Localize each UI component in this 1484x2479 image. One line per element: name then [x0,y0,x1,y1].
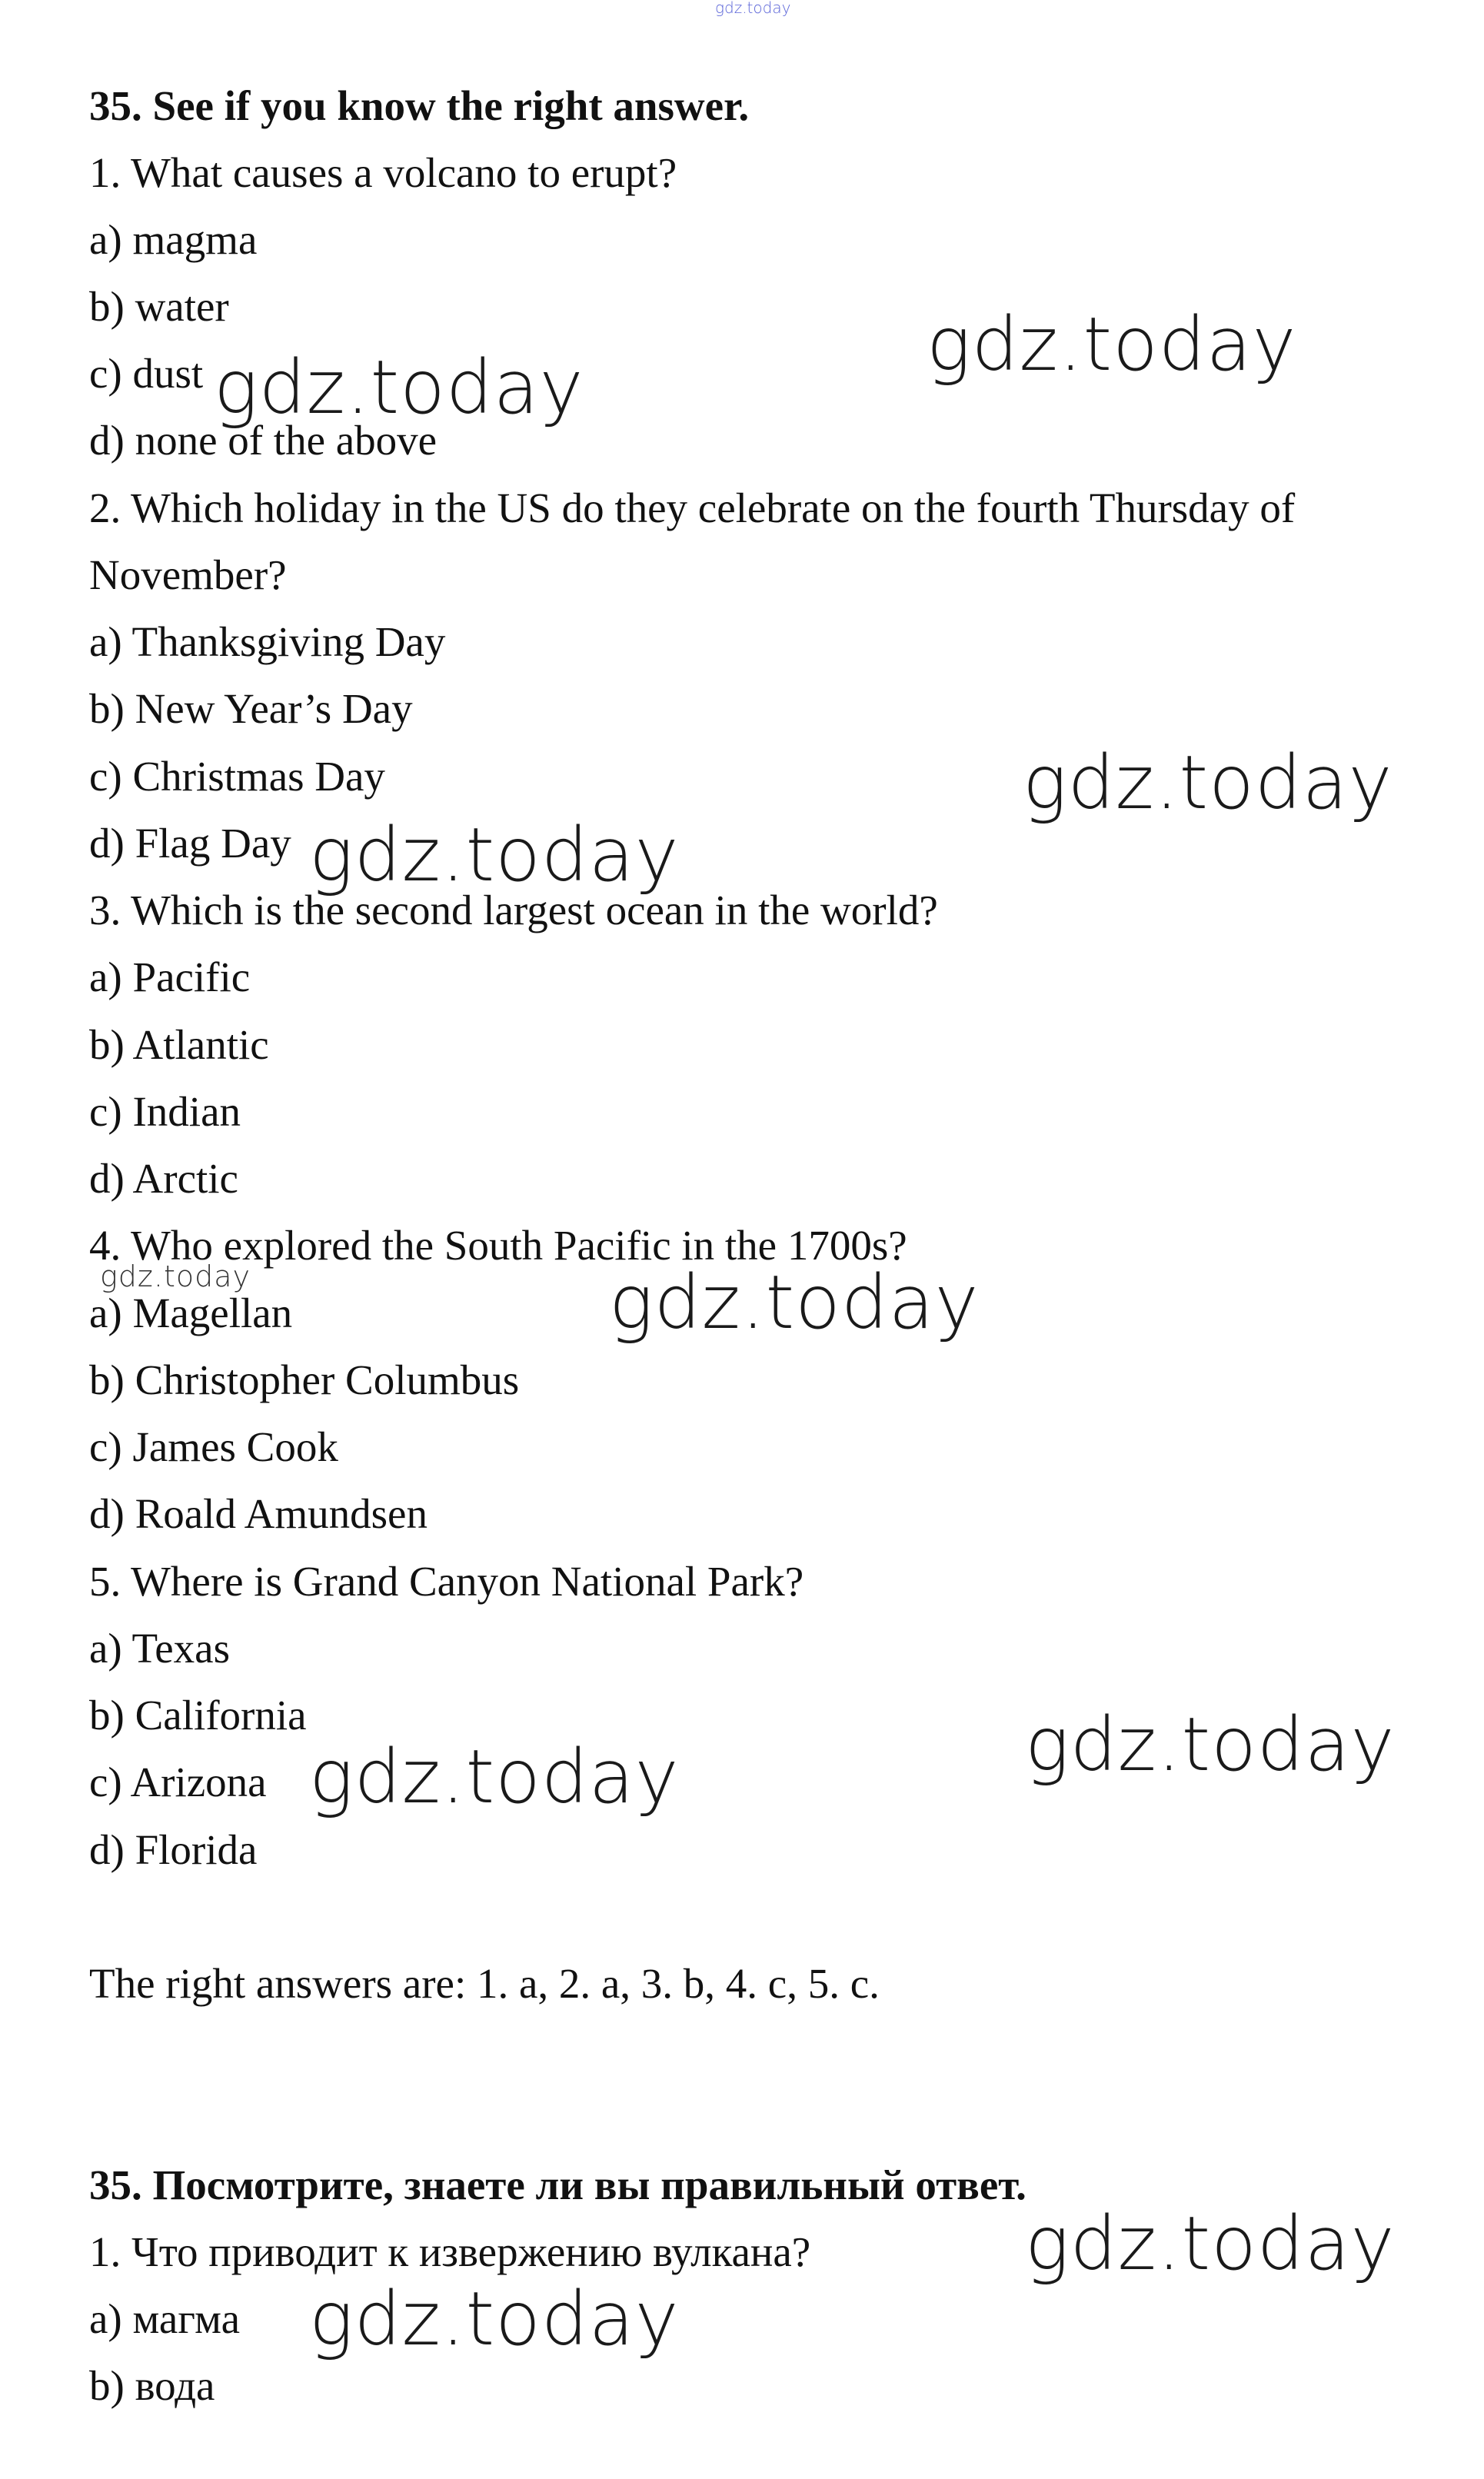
question-4-option-a: a) Magellan [89,1289,293,1336]
question-1-option-c: c) dust [89,350,204,397]
russian-option-a: a) магма [89,2295,240,2342]
question-2-option-a: a) Thanksgiving Day [89,618,446,665]
watermark: gdz.today [1025,1702,1396,1788]
question-2-line-2: November? [89,551,287,598]
question-3-option-c: c) Indian [89,1088,241,1135]
question-2-option-b: b) New Year’s Day [89,685,413,732]
question-3: 3. Which is the second largest ocean in the world? [89,887,938,933]
question-3-option-b: b) Atlantic [89,1021,269,1068]
question-3-option-a: a) Pacific [89,953,251,1000]
watermark: gdz.today [927,301,1297,388]
english-title: 35. See if you know the right answer. [89,82,750,129]
question-3-option-d: d) Arctic [89,1155,238,1202]
question-4-option-b: b) Christopher Columbus [89,1356,520,1403]
russian-title: 35. Посмотрите, знаете ли вы правильный ответ. [89,2161,1026,2208]
russian-option-b: b) вода [89,2362,215,2409]
question-2-option-d: d) Flag Day [89,820,291,867]
question-5: 5. Where is Grand Canyon National Park? [89,1558,804,1605]
question-1-option-a: a) magma [89,216,258,263]
answers-line: The right answers are: 1. a, 2. a, 3. b, 4. c, 5. c. [89,1960,880,2007]
watermark: gdz.today [1023,740,1393,826]
watermark-small: gdz.today [100,1259,251,1293]
question-1-option-d: d) none of the above [89,417,438,464]
watermark: gdz.today [609,1259,980,1346]
question-4-option-d: d) Roald Amundsen [89,1490,428,1537]
watermark: gdz.today [309,812,680,898]
watermark: gdz.today [309,2276,680,2362]
question-2-line-1: 2. Which holiday in the US do they celebrate on the fourth Thursday of [89,484,1296,531]
top-watermark: gdz.today [715,0,791,17]
watermark: gdz.today [309,1734,680,1820]
question-2-option-c: c) Christmas Day [89,753,385,800]
question-5-option-d: d) Florida [89,1826,258,1873]
question-5-option-b: b) California [89,1692,307,1739]
question-1: 1. What causes a volcano to erupt? [89,149,677,196]
russian-question-1: 1. Что приводит к извержению вулкана? [89,2228,811,2275]
question-5-option-c: c) Arizona [89,1759,267,1805]
watermark: gdz.today [1025,2201,1396,2287]
question-5-option-a: a) Texas [89,1625,230,1672]
question-4: 4. Who explored the South Pacific in the 1700s? [89,1222,907,1269]
watermark: gdz.today [214,344,584,431]
question-1-option-b: b) water [89,283,229,330]
question-4-option-c: c) James Cook [89,1423,338,1470]
